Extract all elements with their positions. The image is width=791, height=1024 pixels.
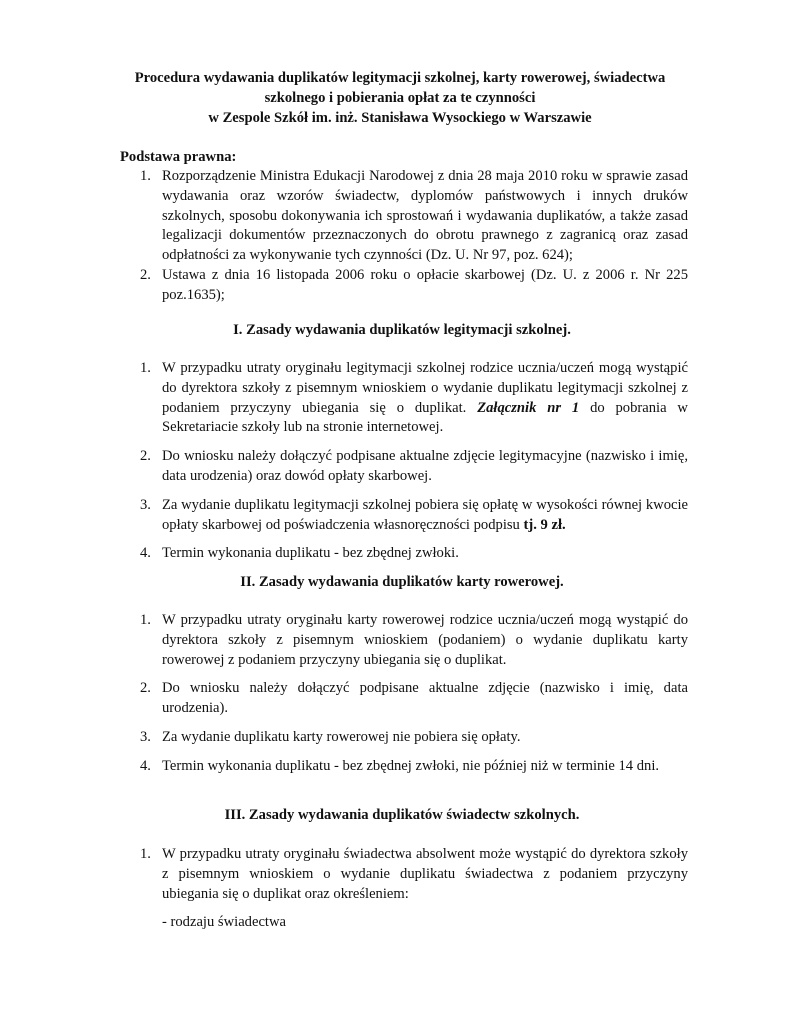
section-3-title: III. Zasady wydawania duplikatów świadectw szkolnych.: [224, 807, 580, 823]
title-line-1: Procedura wydawania duplikatów legitymacji szkolnej, karty rowerowej, świadectwa: [134, 70, 666, 86]
fee-amount: tj. 9 zł.: [523, 516, 566, 533]
item-text: Ustawa z dnia 16 listopada 2006 roku o opłacie skarbowej (Dz. U. z 2006 r. Nr 225 poz.1635);: [162, 266, 688, 303]
item-text: W przypadku utraty oryginału świadectwa absolwent może wystąpić do dyrektora szkoły z pisemnym wnioskiem o wydanie duplikatu świadectwa z podaniem przyczyny ubiegania się o duplikat oraz określeniem:: [162, 846, 688, 902]
item-text: Do wniosku należy dołączyć podpisane aktualne zdjęcie (nazwisko i imię, data urodzenia).: [162, 680, 688, 717]
title-line-3: w Zespole Szkół im. inż. Stanisława Wysockiego w Warszawie: [208, 110, 592, 126]
item-number: 2.: [140, 266, 151, 283]
list-item: [140, 167, 688, 266]
item-number: 1.: [140, 360, 151, 376]
item-number: 2.: [140, 448, 151, 465]
item-text: W przypadku utraty oryginału legitymacji szkolnej rodzice ucznia/uczeń mogą wystąpić do dyrektora szkoły z pisemnym wnioskiem o wydanie duplikatu legitymacji szkolnej z podaniem przyczyny ubiegania się o duplikat. Załącznik nr 1 do pobrania w Sekretariacie szkoły lub na stronie internetowej.: [162, 360, 688, 436]
item-number: 3.: [140, 728, 151, 745]
list-item: [140, 447, 688, 487]
legal-basis-heading: Podstawa prawna:: [120, 149, 237, 165]
item-number: 4.: [140, 757, 151, 774]
section-3-list: [140, 845, 688, 904]
document-title: [100, 68, 700, 128]
attachment-reference: Załącznik nr 1: [477, 399, 580, 416]
list-item: [140, 496, 688, 536]
list-item: [140, 757, 688, 777]
item-number: 3.: [140, 496, 151, 513]
item-text: Za wydanie duplikatu legitymacji szkolnej pobiera się opłatę w wysokości równej kwocie opłaty skarbowej od poświadczenia własnoręczności podpisu tj. 9 zł.: [162, 496, 688, 533]
section-2-list: [140, 611, 688, 777]
item-text: W przypadku utraty oryginału karty rowerowej rodzice ucznia/uczeń mogą wystąpić do dyrektora szkoły z pisemnym wnioskiem (podaniem) o wydanie duplikatu karty rowerowej z podaniem przyczyny ubiegania się o duplikat.: [162, 612, 688, 668]
list-item: [140, 728, 688, 748]
section-1-list: [140, 359, 688, 564]
legal-basis-list: [140, 167, 688, 306]
list-item: [140, 611, 688, 670]
certificate-type-bullet: - rodzaju świadectwa: [162, 914, 286, 930]
item-text: Termin wykonania duplikatu - bez zbędnej zwłoki.: [162, 545, 459, 562]
list-item: [140, 845, 688, 904]
item-text: Za wydanie duplikatu karty rowerowej nie pobiera się opłaty.: [162, 728, 521, 745]
item-number: 4.: [140, 545, 151, 562]
list-item: [140, 544, 688, 564]
item-number: 1.: [140, 168, 151, 184]
item-number: 1.: [140, 846, 151, 862]
list-item: [140, 679, 688, 719]
item-number: 1.: [140, 612, 151, 628]
list-item: [140, 266, 688, 306]
section-1-title: I. Zasady wydawania duplikatów legitymacji szkolnej.: [233, 322, 571, 338]
item-text: Termin wykonania duplikatu - bez zbędnej zwłoki, nie później niż w terminie 14 dni.: [162, 757, 660, 774]
title-line-2: szkolnego i pobierania opłat za te czynności: [264, 90, 536, 106]
item-text: Rozporządzenie Ministra Edukacji Narodowej z dnia 28 maja 2010 roku w sprawie zasad wydawania oraz wzorów świadectw, dyplomów państwowych i innych druków szkolnych, sposobu dokonywania ich sprostowań i wydawania duplikatów, a także zasad legalizacji dokumentów przeznaczonych do obrotu prawnego z zagranicą oraz zasad odpłatności za wykonywanie tych czynności (Dz. U. Nr 97, poz. 624);: [162, 168, 688, 264]
section-2-title: II. Zasady wydawania duplikatów karty rowerowej.: [240, 574, 564, 590]
list-item: [140, 359, 688, 438]
item-number: 2.: [140, 680, 151, 697]
item-text: Do wniosku należy dołączyć podpisane aktualne zdjęcie legitymacyjne (nazwisko i imię, data urodzenia) oraz dowód opłaty skarbowej.: [162, 448, 688, 484]
